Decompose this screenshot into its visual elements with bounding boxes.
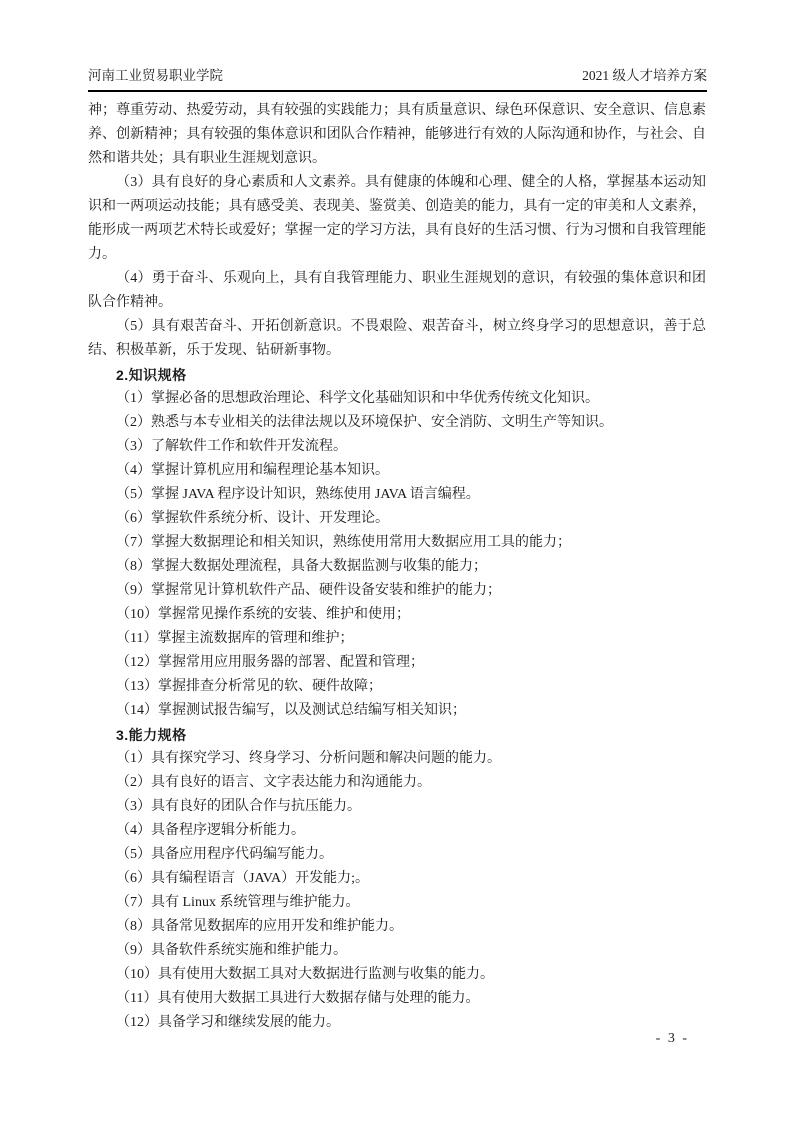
paragraph: （5）具有艰苦奋斗、开拓创新意识。不畏艰险、艰苦奋斗，树立终身学习的思想意识，善于总结、积极革新，乐于发现、钻研新事物。 — [88, 319, 706, 358]
paragraph: （1）掌握必备的思想政治理论、科学文化基础知识和中华优秀传统文化知识。 — [116, 391, 599, 406]
paragraph: （11）掌握主流数据库的管理和维护； — [116, 631, 354, 646]
paragraph: （4）掌握计算机应用和编程理论基本知识。 — [116, 463, 389, 478]
paragraph: （12）掌握常用应用服务器的部署、配置和管理； — [116, 655, 424, 670]
paragraph: （2）熟悉与本专业相关的法律法规以及环境保护、安全消防、文明生产等知识。 — [116, 415, 613, 430]
paragraph: （7）掌握大数据理论和相关知识，熟练使用常用大数据应用工具的能力； — [116, 535, 571, 550]
page-number: - 3 - — [655, 1031, 689, 1046]
paragraph: （8）掌握大数据处理流程，具备大数据监测与收集的能力； — [116, 559, 487, 574]
paragraph: （7）具有 Linux 系统管理与维护能力。 — [116, 895, 360, 910]
section-heading: 3.能力规格 — [116, 727, 187, 743]
paragraph: （10）掌握常见操作系统的安装、维护和使用； — [116, 607, 410, 622]
paragraph: （6）具有编程语言（JAVA）开发能力;。 — [116, 871, 370, 886]
paragraph: （9）具备软件系统实施和维护能力。 — [116, 943, 347, 958]
paragraph: （14）掌握测试报告编写，以及测试总结编写相关知识； — [116, 703, 466, 718]
paragraph: （1）具有探究学习、终身学习、分析问题和解决问题的能力。 — [116, 751, 501, 766]
paragraph: （3）了解软件工作和软件开发流程。 — [116, 439, 347, 454]
paragraph: （2）具有良好的语言、文字表达能力和沟通能力。 — [116, 775, 431, 790]
paragraph: （4）具备程序逻辑分析能力。 — [116, 823, 305, 838]
paragraph: （5）掌握 JAVA 程序设计知识，熟练使用 JAVA 语言编程。 — [116, 487, 480, 502]
paragraph: （6）掌握软件系统分析、设计、开发理论。 — [116, 511, 389, 526]
paragraph: （13）掌握排查分析常见的软、硬件故障； — [116, 679, 382, 694]
paragraph: （8）具备常见数据库的应用开发和维护能力。 — [116, 919, 403, 934]
header-document-title: 2021 级人才培养方案 — [582, 68, 707, 83]
paragraph: 神；尊重劳动、热爱劳动，具有较强的实践能力；具有质量意识、绿色环保意识、安全意识、信息素养、创新精神；具有较强的集体意识和团队合作精神，能够进行有效的人际沟通和协作，与社会、自然和谐共处；具有职业生涯规划意识。 — [88, 103, 706, 166]
paragraph: （5）具备应用程序代码编写能力。 — [116, 847, 333, 862]
paragraph: （4）勇于奋斗、乐观向上，具有自我管理能力、职业生涯规划的意识，有较强的集体意识和团队合作精神。 — [88, 271, 706, 310]
paragraph: （10）具有使用大数据工具对大数据进行监测与收集的能力。 — [116, 967, 494, 982]
paragraph: （3）具有良好的团队合作与抗压能力。 — [116, 799, 361, 814]
page-header — [88, 66, 707, 92]
header-institution-name: 河南工业贸易职业学院 — [88, 68, 223, 83]
paragraph: （3）具有良好的身心素质和人文素养。具有健康的体魄和心理、健全的人格，掌握基本运动知识和一两项运动技能；具有感受美、表现美、鉴赏美、创造美的能力，具有一定的审美和人文素养，能形成一两项艺术特长或爱好；掌握一定的学习方法，具有良好的生活习惯、行为习惯和自我管理能力。 — [88, 175, 706, 262]
document-body — [88, 99, 706, 1035]
paragraph: （9）掌握常见计算机软件产品、硬件设备安装和维护的能力； — [116, 583, 501, 598]
paragraph: （11）具有使用大数据工具进行大数据存储与处理的能力。 — [116, 991, 480, 1006]
paragraph: （12）具备学习和继续发展的能力。 — [116, 1015, 340, 1030]
section-heading: 2.知识规格 — [116, 367, 187, 383]
